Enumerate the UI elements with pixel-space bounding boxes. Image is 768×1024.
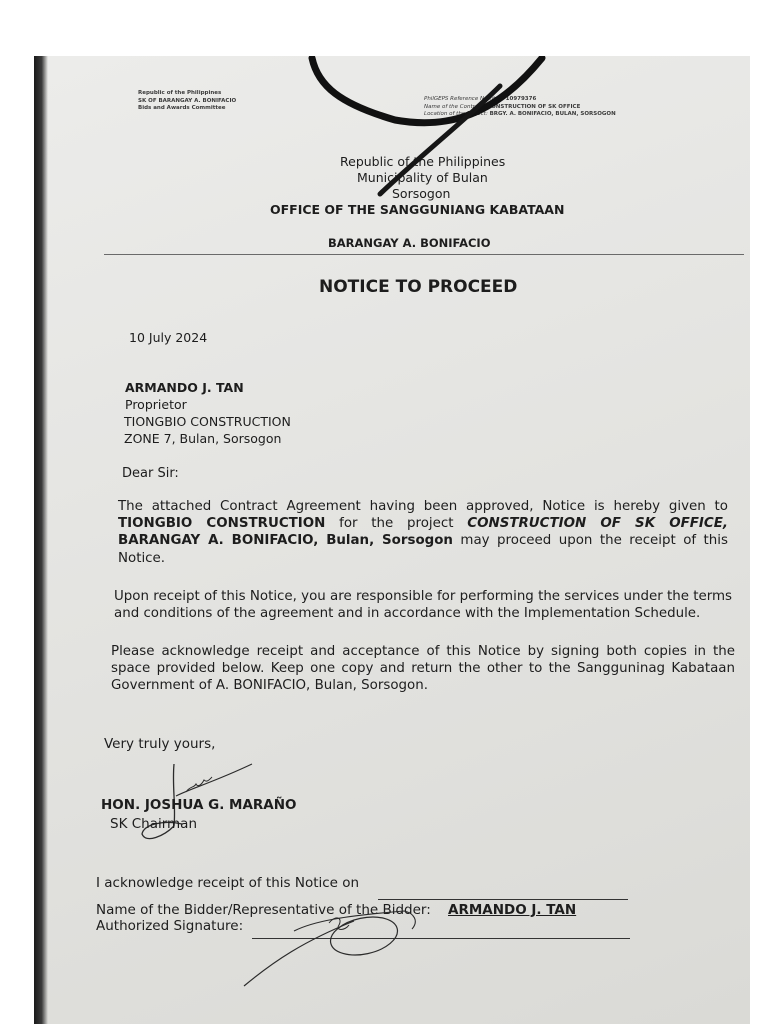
- page-left-shadow: [34, 56, 48, 1024]
- paragraph-1-intro: The attached Contract Agreement having been approved, Notice is hereby given to: [118, 499, 728, 514]
- addressee-name: ARMANDO J. TAN: [125, 380, 244, 395]
- location-value: BRGY. A. BONIFACIO, BULAN, SORSOGON: [489, 111, 616, 118]
- letterhead-municipality: Municipality of Bulan: [357, 170, 488, 185]
- header-divider: [104, 254, 744, 255]
- bidder-name: ARMANDO J. TAN: [448, 902, 577, 918]
- office-name: OFFICE OF THE SANGGUNIANG KABATAAN: [270, 202, 565, 217]
- paragraph-3: Please acknowledge receipt and acceptance of this Notice by signing both copies in the space provided below. Keep one copy and return the other to the Sangguninag Kabataan Government of A. BONIFACIO, Bulan, Sorsogon.: [111, 644, 735, 694]
- paragraph-2: Upon receipt of this Notice, you are responsible for performing the services under the terms and conditions of the agreement and in accordance with the Implementation Schedule.: [114, 589, 732, 622]
- addressee-position: Proprietor: [125, 397, 187, 412]
- paragraph-1-middle: for the project: [339, 516, 454, 532]
- contractor-name: TIONGBIO CONSTRUCTION: [118, 516, 326, 532]
- signatory-title: SK Chairman: [110, 816, 198, 832]
- location-label: Location of the Project:: [424, 111, 488, 118]
- letterhead-republic: Republic of the Philippines: [340, 154, 506, 169]
- bac-header-line3: Bids and Awards Committee: [138, 105, 226, 112]
- bac-header: [138, 90, 236, 113]
- letterhead-province: Sorsogon: [392, 186, 451, 201]
- document-date: 10 July 2024: [129, 330, 208, 345]
- signature-label: Authorized Signature:: [96, 918, 244, 934]
- marker-scribble: [300, 56, 560, 206]
- paragraph-1-end: may proceed upon the receipt of this Notice.: [118, 533, 728, 566]
- addressee-company: TIONGBIO CONSTRUCTION: [124, 414, 291, 429]
- ref-value: 10979376: [505, 96, 537, 102]
- document-title: NOTICE TO PROCEED: [319, 277, 518, 297]
- receipt-label: I acknowledge receipt of this Notice on: [96, 875, 360, 891]
- ref-label: PhilGEPS Reference Number:: [424, 96, 504, 102]
- project-name: CONSTRUCTION OF SK OFFICE,: [467, 516, 728, 532]
- bidder-label: Name of the Bidder/Representative of the Bidder:: [96, 902, 431, 918]
- signatory-name: HON. JOSHUA G. MARAÑO: [101, 797, 297, 813]
- bac-header-line1: Republic of the Philippines: [138, 90, 222, 96]
- contract-value: CONSTRUCTION OF SK OFFICE: [487, 103, 581, 110]
- bac-header-line2: SK OF BARANGAY A. BONIFACIO: [138, 97, 237, 104]
- salutation: Dear Sir:: [122, 466, 179, 481]
- addressee-address: ZONE 7, Bulan, Sorsogon: [124, 431, 282, 446]
- project-location: BARANGAY A. BONIFACIO, Bulan, Sorsogon: [118, 533, 453, 549]
- paragraph-1: [118, 498, 728, 567]
- bidder-signature-image: [234, 901, 444, 1001]
- contract-label: Name of the Contract:: [424, 103, 486, 110]
- closing: Very truly yours,: [104, 736, 216, 752]
- receipt-date-line: [378, 899, 628, 900]
- barangay-name: BARANGAY A. BONIFACIO: [328, 236, 491, 250]
